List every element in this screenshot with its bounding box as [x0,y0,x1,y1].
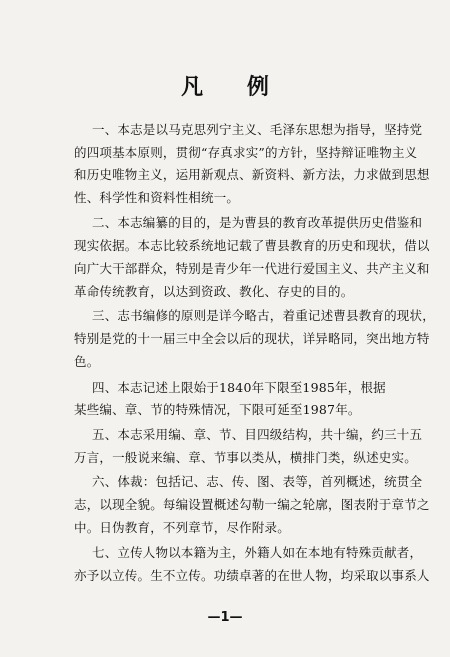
text-line: 中。日伪教育，不列章节，尽作附录。 [74,520,290,535]
text-line: 色。 [74,354,100,369]
text-line: 二、本志编纂的目的，是为曹县的教育改革提供历史借鉴和 [92,215,423,230]
text-line: 一、本志是以马克思列宁主义、毛泽东思想为指导，坚持党 [92,122,423,137]
text-line: 向广大干部群众，特别是青少年一代进行爱国主义、共产主义和 [74,261,430,276]
text-line: 性、科学性和资料性相统一。 [74,190,240,205]
text-line: 七、立传人物以本籍为主，外籍人如在本地有特殊贡献者， [92,545,423,560]
text-line: 四、本志记述上限始于1840年下限至1985年，根据 [92,380,386,395]
text-line: 亦予以立传。生不立传。功绩卓著的在世人物，均采取以事系人 [74,568,430,583]
text-line: 革命传统教育，以达到资政、教化、存史的目的。 [74,284,354,299]
text-line: 万言，一般说来编、章、节事以类从，横排门类，纵述史实。 [74,450,417,465]
text-line: 某些编、章、节的特殊情况，下限可延至1987年。 [74,402,361,417]
text-line: 三、志书编修的原则是详今略古，着重记述曹县教育的现状， [92,308,435,323]
text-line: 六、体裁：包括记、志、传、图、表等，首列概述，统贯全 [92,474,423,489]
text-line: 的四项基本原则，贯彻“存真求实”的方针，坚持辩证唯物主义 [74,145,418,160]
text-line: 五、本志采用编、章、节、目四级结构，共十编，约三十五 [92,427,423,442]
text-line: 现实依据。本志比较系统地记载了曹县教育的历史和现状，借以 [74,238,430,253]
text-line: 和历史唯物主义，运用新观点、新资料、新方法，力求做到思想 [74,167,430,182]
text-line: 志，以现全貌。每编设置概述勾勒一编之轮廓，图表附于章节之 [74,497,430,512]
page-title: 凡 例 [181,75,287,100]
page-number: —1— [207,610,243,625]
text-line: 特别是党的十一届三中全会以后的现状，详异略同，突出地方特 [74,331,430,346]
